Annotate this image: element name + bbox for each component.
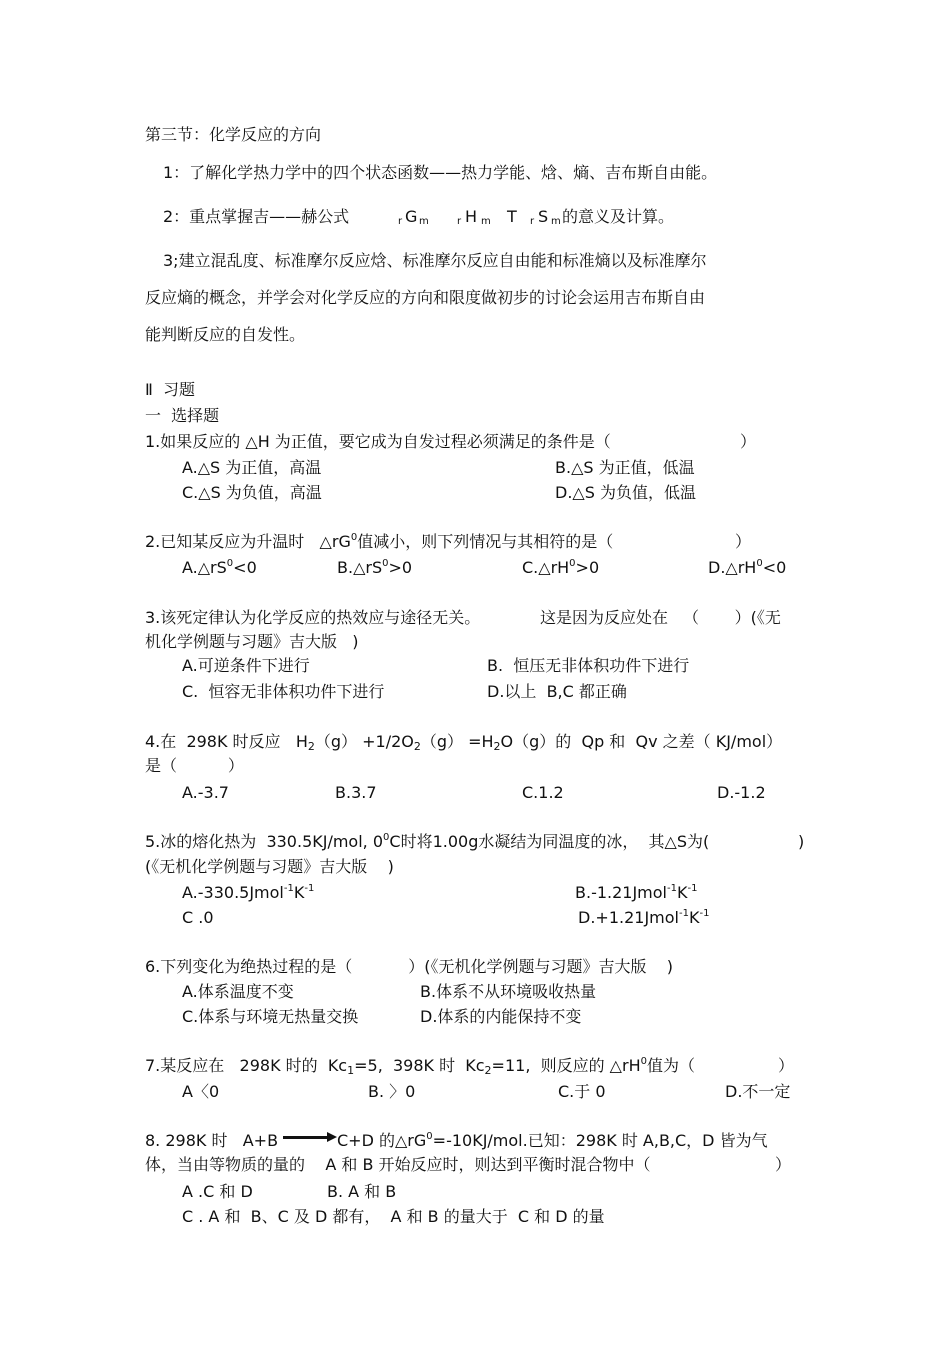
formula-sub-r2: r <box>457 216 462 227</box>
q4-option-d: D.-1.2 <box>717 783 766 802</box>
q7-stem: 7.某反应在 298K 时的 $Kc_1=5$, 398K 时 $Kc_2=11$, 则反应的 $\triangle rH^0$值为（ <box>145 1056 695 1077</box>
q5-option-b: $B.-1.21Jmol^{-1}K^{-1}$ <box>575 883 698 902</box>
delta-icon: △ <box>319 532 332 551</box>
q3-option-a: A.可逆条件下进行 <box>182 656 310 675</box>
q4-option-c: C.1.2 <box>522 783 564 802</box>
delta-icon: △ <box>609 1056 622 1075</box>
objective-3-line3: 能判断反应的自发性。 <box>145 325 306 344</box>
q8-stem-part1: 8. 298K 时 A+B <box>145 1131 279 1150</box>
q8-option-b: B. A 和 B <box>327 1182 397 1201</box>
reaction-arrow-icon <box>283 1136 333 1139</box>
delta-icon: △ <box>245 432 258 451</box>
formula-sub-m1: m <box>419 216 429 227</box>
q3-stem-line2: 机化学例题与习题》吉大版 ) <box>145 632 359 651</box>
q2-option-d: $D.\triangle rH^0<0$ <box>708 558 787 577</box>
q6-option-d: D.体系的内能保持不变 <box>420 1007 582 1026</box>
q4-option-b: B.3.7 <box>335 783 377 802</box>
q1-option-c: C.△S 为负值，高温 <box>182 483 322 502</box>
q2-paren-close: ） <box>735 532 752 551</box>
q5-option-a: $A.-330.5Jmol^{-1}K^{-1}$ <box>182 883 315 902</box>
subsection-heading: 一 选择题 <box>145 406 220 425</box>
objective-3-line2: 反应熵的概念，并学会对化学反应的方向和限度做初步的讨论会运用吉布斯自由 <box>145 288 706 307</box>
formula-G: G <box>405 207 418 226</box>
formula-T: T <box>507 207 517 226</box>
formula-sub-r1: r <box>398 216 403 227</box>
formula-S: S <box>538 207 549 226</box>
q6-option-a: A.体系温度不变 <box>182 982 294 1001</box>
q6-option-c: C.体系与环境无热量交换 <box>182 1007 359 1026</box>
q1-paren-close: ） <box>740 432 757 451</box>
q5-stem-line2: (《无机化学例题与习题》吉大版 ) <box>145 857 394 876</box>
q3-stem-part2: 这是因为反应处在 <box>540 608 669 627</box>
q3-option-c: C. 恒容无非体积功件下进行 <box>182 682 385 701</box>
q7-option-b: B. 〉0 <box>368 1082 416 1101</box>
q6-stem: 6.下列变化为绝热过程的是（ ）(《无机化学例题与习题》吉大版 ) <box>145 957 674 976</box>
q5-stem: 5.冰的熔化热为 330.5KJ/mol, $0^0C$时将1.00g水凝结为同温度的冰， 其△S为( <box>145 832 710 851</box>
q5-option-c: C .0 <box>182 908 214 927</box>
q7-option-c: C.于 0 <box>558 1082 606 1101</box>
q7-paren-close: ） <box>778 1056 795 1075</box>
q4-stem-line2: 是（ ） <box>145 756 244 775</box>
q6-option-b: B.体系不从环境吸收热量 <box>420 982 597 1001</box>
part-heading: Ⅱ 习题 <box>145 380 196 399</box>
q8-option-c: C . A 和 B、C 及 D 都有， A 和 B 的量大于 C 和 D 的量 <box>182 1207 605 1226</box>
q5-option-d: $D.+1.21Jmol^{-1}K^{-1}$ <box>578 908 710 927</box>
section-title: 第三节：化学反应的方向 <box>145 125 322 144</box>
q1-option-b: B.△S 为正值，低温 <box>555 458 695 477</box>
q3-stem-part3: （ ）(《无 <box>683 608 781 627</box>
q5-paren-close: ) <box>798 832 805 851</box>
q4-stem: 4.在 298K 时反应 $H_2(g) +1/2O_2(g) =H_2O(g)$的 Qp 和 Qv 之差（ KJ/mol） <box>145 732 783 753</box>
q3-option-b: B. 恒压无非体积功件下进行 <box>487 656 690 675</box>
objective-3-line1: 3;建立混乱度、标准摩尔反应焓、标准摩尔反应自由能和标准熵以及标准摩尔 <box>163 251 707 270</box>
formula-sub-m3: m <box>551 216 561 227</box>
q2-option-a: $A.\triangle rS^0<0$ <box>182 558 257 577</box>
q1-option-d: D.△S 为负值，低温 <box>555 483 696 502</box>
formula-sub-r3: r <box>530 216 535 227</box>
q4-option-a: A.-3.7 <box>182 783 229 802</box>
q1-stem: 1.如果反应的 △H 为正值，要它成为自发过程必须满足的条件是（ <box>145 432 611 451</box>
q2-option-b: $B.\triangle rS^0>0$ <box>337 558 413 577</box>
formula-H: H <box>465 207 478 226</box>
q8-stem-part2: C+D 的$\triangle rG^0=-10KJ$/mol.已知：298K 时 A,B,C，D 皆为气 <box>337 1131 768 1150</box>
q2-option-c: $C.\triangle rH^0>0$ <box>522 558 600 577</box>
q3-stem-part1: 3.该死定律认为化学反应的热效应与途径无关。 <box>145 608 481 627</box>
objective-2-suffix: 的意义及计算。 <box>562 207 675 226</box>
q8-option-a: A .C 和 D <box>182 1182 253 1201</box>
q7-option-a: A〈0 <box>182 1082 220 1101</box>
q8-stem-line2: 体，当由等物质的量的 A 和 B 开始反应时，则达到平衡时混合物中（ <box>145 1155 651 1174</box>
q8-paren-close: ） <box>775 1155 792 1174</box>
q7-option-d: D.不一定 <box>725 1082 791 1101</box>
q1-option-a: A.△S 为正值，高温 <box>182 458 322 477</box>
objective-1: 1：了解化学热力学中的四个状态函数——热力学能、焓、熵、吉布斯自由能。 <box>163 163 718 182</box>
q3-option-d: D.以上 B,C 都正确 <box>487 682 627 701</box>
formula-sub-m2: m <box>481 216 491 227</box>
objective-2-prefix: 2：重点掌握吉——赫公式 <box>163 207 350 226</box>
q2-stem: 2.已知某反应为升温时 $\triangle rG^0$值减小，则下列情况与其相符的是（ <box>145 532 614 551</box>
